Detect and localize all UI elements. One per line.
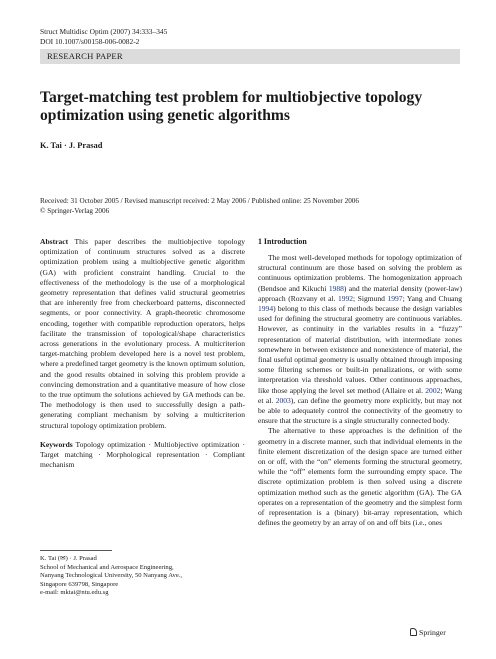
text-run: The most well-developed methods for topology optimization of structural continuum are those based on solving the problem as continuous optimization problems. The homogenization approach (Bendsoe and Kikuchi bbox=[258, 253, 462, 293]
abstract-text: This paper describes the multiobjective topology optimization of continuum structures solved as a discrete optimization problem using a multiobjective genetic algorithm (GA) with proficient constraint handling. Crucial to the effectiveness of the methodology is the use of a morphological geometry representation that defines valid structural geometries that are inherently free from checkerboard patterns, disconnected segments, or poor connectivity. A graph-theoretic chromosome encoding, together with compatible reproduction operators, helps facilitate the transmission of topological/shape characteristics across generations in the evolutionary process. A multicriterion target-matching problem developed here is a novel test problem, where a predefined target geometry is the known optimum solution, and the good results obtained in solving this problem provide a convincing demonstration and a quantitative measure of how close to the true optimum the solutions achieved by GA methods can be. The methodology is then used to successfully design a path-generating compliant mechanism by solving a multicriterion structural topology optimization problem. bbox=[40, 237, 245, 430]
affiliation-line-2: Nanyang Technological University, 50 Nanyang Ave., bbox=[40, 572, 183, 580]
author-list: K. Tai · J. Prasad bbox=[40, 141, 103, 150]
section-banner bbox=[40, 49, 460, 64]
copyright: © Springer-Verlag 2006 bbox=[40, 207, 110, 215]
intro-paragraph-2: The alternative to these approaches is the definition of the geometry in a discrete manner, such that individual elements in the finite element discretization of the design space are turned either on or off, with the “on” elements forming the structural geometry, while the “off” elements form the surrounding empty space. The discrete optimization problem is then solved using a discrete optimization method such as the genetic algorithm (GA). The GA operates on a representation of the geometry and the simplest form of representation is a (binary) bit-array representation, which defines the geometry by an array of on and off bits (i.e., ones bbox=[258, 426, 462, 528]
citation-link[interactable]: 2003 bbox=[275, 395, 291, 405]
text-run: ) belong to this class of methods because the design variables used for defining the structural geometry are continuous variables. However, as continuity in the variables results in a “fuzzy” representation of material distribution, with intermediate zones somewhere in between existence and nonexistence of material, the final useful optimal geometry is usually obtained through imposing some filtering schemes or built-in penalizations, or with some interpretation via threshold values. Other continuous approaches, like those applying the level set method (Allaire et al. bbox=[258, 304, 462, 395]
text-run: ), can define the geometry more explicitly, but may not be able to adequately control the connectivity of the geometry to ensure that the structure is a single structurally connected body. bbox=[258, 395, 462, 426]
paper-title: Target-matching test problem for multiobjective topology optimization using genetic algorithms bbox=[40, 89, 423, 124]
publication-history bbox=[40, 196, 359, 216]
footnote-rule bbox=[40, 550, 112, 551]
publisher-logo bbox=[410, 628, 446, 637]
keywords-label: Keywords bbox=[40, 439, 73, 449]
springer-horse-icon bbox=[410, 628, 417, 636]
citation-link[interactable]: 1997 bbox=[387, 293, 403, 303]
citation-link[interactable]: 1992 bbox=[337, 293, 354, 303]
author-email: e-mail: mktai@ntu.edu.sg bbox=[40, 589, 109, 597]
journal-header bbox=[40, 27, 167, 47]
keywords-text: Topology optimization · Multiobjective optimization · Target matching · Morphological representation · Compliant mechanism bbox=[40, 439, 245, 470]
text-run: ; Yang and Chuang bbox=[402, 293, 462, 303]
affiliation-line-3: Singapore 639798, Singapore bbox=[40, 580, 119, 588]
intro-paragraph-1 bbox=[258, 253, 462, 426]
text-run: ; Wang et al. bbox=[258, 385, 462, 405]
keywords bbox=[40, 440, 245, 471]
text-run: ; Sigmund bbox=[353, 293, 388, 303]
publisher-name: Springer bbox=[419, 628, 446, 637]
abstract bbox=[40, 237, 245, 431]
citation-link[interactable]: 1994 bbox=[258, 304, 274, 314]
received-dates: Received: 31 October 2005 / Revised manuscript received: 2 May 2006 / Published online: 25 November 2006 bbox=[40, 197, 359, 205]
citation-link[interactable]: 1988 bbox=[328, 283, 344, 293]
affiliation-line-1: School of Mechanical and Aerospace Engineering, bbox=[40, 563, 174, 571]
section-label: RESEARCH PAPER bbox=[47, 51, 123, 61]
citation-link[interactable]: 2002 bbox=[425, 385, 441, 395]
section-heading: 1 Introduction bbox=[258, 237, 307, 246]
left-column bbox=[40, 237, 245, 470]
doi: DOI 10.1007/s00158-006-0082-2 bbox=[40, 37, 140, 46]
abstract-label: Abstract bbox=[40, 237, 69, 246]
right-column bbox=[258, 237, 462, 528]
author-affiliation bbox=[40, 555, 245, 598]
text-run: ) and the material density (power-law) approach (Rozvany et al. bbox=[258, 283, 463, 303]
corresponding-authors: K. Tai (✉) · J. Prasad bbox=[40, 555, 97, 562]
journal-citation: Struct Multidisc Optim (2007) 34:333–345 bbox=[40, 27, 168, 36]
